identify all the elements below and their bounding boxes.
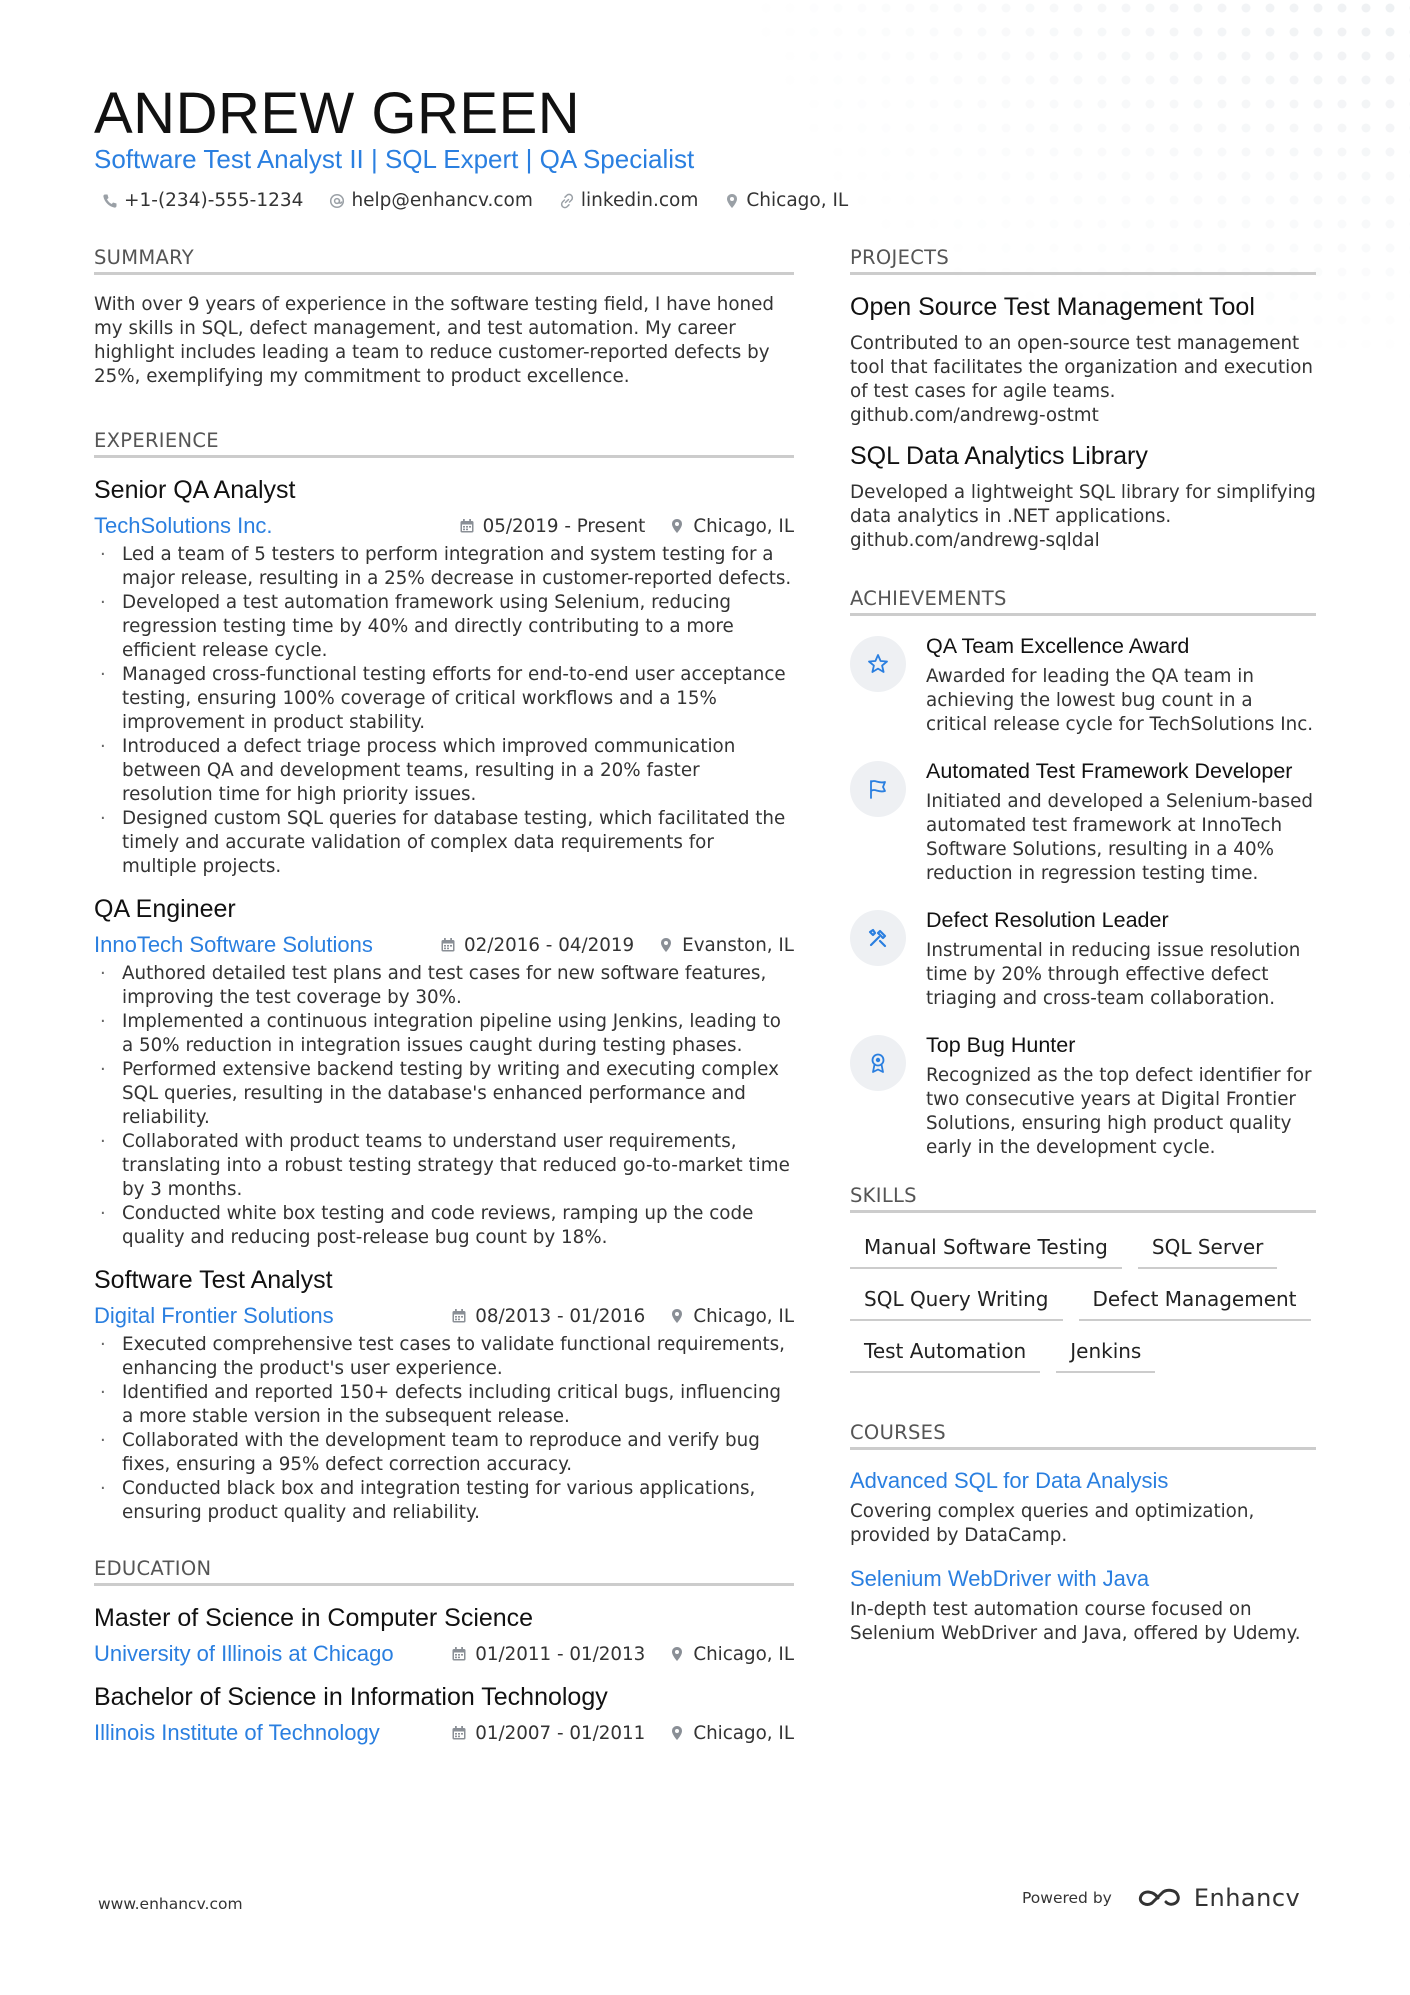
education-location-text: Chicago, IL — [693, 1643, 794, 1665]
education-location — [669, 1644, 794, 1665]
course-title[interactable]: Selenium WebDriver with Java — [850, 1566, 1150, 1591]
achievement-description: Instrumental in reducing issue resolution time by 20% through effective defect triaging and cross-team collaboration. — [926, 940, 1301, 1009]
courses-heading: COURSES — [850, 1421, 1316, 1450]
education-location — [669, 1723, 794, 1744]
company-name[interactable]: TechSolutions Inc. — [94, 513, 273, 538]
project-entry — [850, 442, 1316, 553]
calendar-icon — [451, 1725, 467, 1741]
footer-website[interactable]: www.enhancv.com — [98, 1895, 243, 1913]
achievement-body — [926, 1033, 1316, 1160]
calendar-icon — [451, 1308, 467, 1324]
course-entry — [850, 1566, 1316, 1646]
job-bullet: · Implemented a continuous integration pipeline using Jenkins, leading to a 50% reduction in integration issues caught during testing phases. — [94, 1010, 794, 1058]
achievement-icon-badge — [850, 761, 906, 817]
skill-tag: Manual Software Testing — [850, 1231, 1122, 1269]
job-bullet: · Managed cross-functional testing efforts for end-to-end user acceptance testing, ensuring 100% coverage of critical workflows and a 15% improvement in product stability. — [94, 663, 794, 735]
project-title: SQL Data Analytics Library — [850, 442, 1148, 470]
education-dates-text: 01/2007 - 01/2011 — [475, 1722, 646, 1744]
education-meta — [94, 1720, 794, 1746]
job-bullet: · Identified and reported 150+ defects including critical bugs, influencing a more stable version in the subsequent release. — [94, 1381, 794, 1429]
projects-list — [850, 293, 1316, 553]
achievement-title: Automated Test Framework Developer — [926, 759, 1293, 783]
job-bullet: · Introduced a defect triage process which improved communication between QA and development teams, resulting in a 20% faster resolution time for high priority issues. — [94, 735, 794, 807]
job-location-text: Chicago, IL — [693, 515, 794, 537]
job-meta-right — [459, 516, 794, 537]
project-link[interactable]: github.com/andrewg-ostmt — [850, 405, 1099, 426]
summary-heading: SUMMARY — [94, 246, 794, 275]
phone-text: +1-(234)-555-1234 — [124, 190, 304, 211]
job-location — [658, 935, 794, 956]
education-heading: EDUCATION — [94, 1557, 794, 1586]
contact-location — [724, 190, 848, 211]
experience-entry — [94, 895, 794, 1250]
skill-tag: Jenkins — [1056, 1335, 1155, 1373]
location-pin-icon — [669, 1725, 685, 1741]
contact-linkedin[interactable] — [559, 190, 698, 211]
job-meta-right — [451, 1306, 794, 1327]
at-icon — [329, 193, 345, 209]
job-title: QA Engineer — [94, 895, 236, 923]
job-bullet: · Developed a test automation framework using Selenium, reducing regression testing time by 40% and directly contributing to a more efficient release cycle. — [94, 591, 794, 663]
experience-entry — [94, 476, 794, 879]
achievement-entry — [850, 634, 1316, 737]
education-entry — [94, 1683, 794, 1746]
job-bullet: · Collaborated with the development team to reproduce and verify bug fixes, ensuring a 95% defect correction accuracy. — [94, 1429, 794, 1477]
powered-by-label: Powered by — [1022, 1889, 1112, 1907]
summary-section — [94, 246, 794, 389]
job-location-text: Evanston, IL — [682, 934, 794, 956]
skill-tag: Defect Management — [1079, 1283, 1311, 1321]
candidate-name: ANDREW GREEN — [94, 81, 581, 146]
job-bullet: · Conducted black box and integration testing for various applications, ensuring product quality and reliability. — [94, 1477, 794, 1525]
projects-section — [850, 246, 1316, 553]
job-dates — [451, 1306, 645, 1327]
location-pin-icon — [669, 518, 685, 534]
skill-tag: SQL Server — [1138, 1231, 1278, 1269]
job-meta — [94, 932, 794, 958]
project-description: Contributed to an open-source test management tool that facilitates the organization and execution of test cases for agile teams. — [850, 333, 1313, 402]
project-link[interactable]: github.com/andrewg-sqldal — [850, 530, 1100, 551]
education-dates — [451, 1644, 645, 1665]
course-description: In-depth test automation course focused on Selenium WebDriver and Java, offered by Udemy. — [850, 1599, 1301, 1644]
project-entry — [850, 293, 1316, 428]
job-bullets — [94, 962, 794, 1250]
skills-heading: SKILLS — [850, 1184, 1316, 1213]
star-icon — [866, 652, 890, 676]
education-meta-right — [451, 1723, 794, 1744]
skill-tag: Test Automation — [850, 1335, 1040, 1373]
enhancv-logo[interactable] — [1136, 1884, 1300, 1912]
link-icon — [559, 193, 575, 209]
left-column — [94, 246, 794, 1762]
project-description: Developed a lightweight SQL library for simplifying data analytics in .NET applications. — [850, 482, 1316, 527]
company-name[interactable]: Digital Frontier Solutions — [94, 1303, 334, 1328]
job-meta — [94, 1303, 794, 1329]
job-bullets — [94, 543, 794, 879]
location-pin-icon — [669, 1646, 685, 1662]
candidate-headline: Software Test Analyst II | SQL Expert | QA Specialist — [94, 144, 695, 174]
right-column — [850, 246, 1316, 1664]
achievement-description: Initiated and developed a Selenium-based automated test framework at InnoTech Software Solutions, resulting in a 40% reduction in regression testing time. — [926, 791, 1314, 884]
job-bullet: · Performed extensive backend testing by writing and executing complex SQL queries, resulting in the database's enhanced performance and reliability. — [94, 1058, 794, 1130]
course-title[interactable]: Advanced SQL for Data Analysis — [850, 1468, 1169, 1493]
education-section — [94, 1557, 794, 1746]
experience-section — [94, 429, 794, 1525]
achievement-body — [926, 759, 1316, 886]
job-bullet: · Executed comprehensive test cases to validate functional requirements, enhancing the product's user experience. — [94, 1333, 794, 1381]
job-location-text: Chicago, IL — [693, 1305, 794, 1327]
education-location-text: Chicago, IL — [693, 1722, 794, 1744]
education-meta-right — [451, 1644, 794, 1665]
course-description: Covering complex queries and optimization, provided by DataCamp. — [850, 1501, 1255, 1546]
location-pin-icon — [658, 937, 674, 953]
achievement-title: Defect Resolution Leader — [926, 908, 1169, 932]
job-bullet: · Designed custom SQL queries for database testing, which facilitated the timely and accurate validation of complex data requirements for multiple projects. — [94, 807, 794, 879]
achievements-section — [850, 587, 1316, 1160]
project-title: Open Source Test Management Tool — [850, 293, 1255, 321]
tools-icon — [866, 926, 890, 950]
education-dates — [451, 1723, 645, 1744]
job-location — [669, 1306, 794, 1327]
experience-list — [94, 476, 794, 1525]
experience-heading: EXPERIENCE — [94, 429, 794, 458]
experience-entry — [94, 1266, 794, 1525]
linkedin-text: linkedin.com — [580, 190, 699, 211]
contact-phone[interactable] — [102, 190, 303, 211]
enhancv-logo-icon — [1136, 1885, 1184, 1911]
education-entry — [94, 1604, 794, 1667]
school-name[interactable]: Illinois Institute of Technology — [94, 1720, 380, 1745]
achievement-title: Top Bug Hunter — [926, 1033, 1076, 1057]
skills-list — [850, 1231, 1316, 1373]
summary-text: With over 9 years of experience in the software testing field, I have honed my skills in SQL, defect management, and test automation. My career highlight includes leading a team to reduce customer-reported defects by 25%, exemplifying my commitment to product excellence. — [94, 294, 774, 387]
achievement-title: QA Team Excellence Award — [926, 634, 1190, 658]
job-title: Software Test Analyst — [94, 1266, 333, 1294]
courses-list — [850, 1468, 1316, 1646]
projects-heading: PROJECTS — [850, 246, 1316, 275]
achievement-entry — [850, 759, 1316, 886]
job-meta-right — [440, 935, 794, 956]
medal-icon — [866, 1051, 890, 1075]
location-text: Chicago, IL — [746, 190, 849, 211]
job-bullet: · Conducted white box testing and code reviews, ramping up the code quality and reducing post-release bug count by 18%. — [94, 1202, 794, 1250]
contact-email[interactable] — [329, 190, 532, 211]
job-title: Senior QA Analyst — [94, 476, 296, 504]
achievement-icon-badge — [850, 636, 906, 692]
job-bullet: · Collaborated with product teams to understand user requirements, translating into a robust testing strategy that reduced go-to-market time by 3 months. — [94, 1130, 794, 1202]
company-name[interactable]: InnoTech Software Solutions — [94, 932, 373, 957]
achievements-heading: ACHIEVEMENTS — [850, 587, 1316, 616]
degree-title: Master of Science in Computer Science — [94, 1604, 534, 1632]
education-list — [94, 1604, 794, 1746]
job-bullet: · Authored detailed test plans and test cases for new software features, improving the test coverage by 30%. — [94, 962, 794, 1010]
courses-section — [850, 1421, 1316, 1646]
job-dates — [440, 935, 634, 956]
job-bullets — [94, 1333, 794, 1525]
job-bullet: · Led a team of 5 testers to perform integration and system testing for a major release, resulting in a 25% decrease in customer-reported defects. — [94, 543, 794, 591]
contact-bar — [102, 190, 848, 211]
job-meta — [94, 513, 794, 539]
job-dates-text: 02/2016 - 04/2019 — [464, 934, 635, 956]
flag-icon — [866, 777, 890, 801]
calendar-icon — [451, 1646, 467, 1662]
school-name[interactable]: University of Illinois at Chicago — [94, 1641, 394, 1666]
achievement-body — [926, 908, 1316, 1011]
achievement-icon-badge — [850, 910, 906, 966]
calendar-icon — [440, 937, 456, 953]
achievement-body — [926, 634, 1316, 737]
job-dates-text: 08/2013 - 01/2016 — [475, 1305, 646, 1327]
location-pin-icon — [724, 193, 740, 209]
achievement-description: Recognized as the top defect identifier for two consecutive years at Digital Frontier Solutions, ensuring high product quality early in the development cycle. — [926, 1065, 1312, 1158]
course-entry — [850, 1468, 1316, 1548]
education-meta — [94, 1641, 794, 1667]
degree-title: Bachelor of Science in Information Technology — [94, 1683, 608, 1711]
job-dates — [459, 516, 646, 537]
education-dates-text: 01/2011 - 01/2013 — [475, 1643, 646, 1665]
enhancv-logo-text: Enhancv — [1193, 1884, 1301, 1912]
skill-tag: SQL Query Writing — [850, 1283, 1063, 1321]
achievement-icon-badge — [850, 1035, 906, 1091]
achievement-entry — [850, 1033, 1316, 1160]
achievements-list — [850, 634, 1316, 1160]
skills-section — [850, 1184, 1316, 1373]
job-dates-text: 05/2019 - Present — [482, 515, 646, 537]
achievement-description: Awarded for leading the QA team in achieving the lowest bug count in a critical release cycle for TechSolutions Inc. — [926, 666, 1314, 735]
calendar-icon — [459, 518, 475, 534]
location-pin-icon — [669, 1308, 685, 1324]
footer-branding — [1022, 1884, 1300, 1912]
phone-icon — [102, 193, 118, 209]
job-location — [669, 516, 794, 537]
achievement-entry — [850, 908, 1316, 1011]
email-text: help@enhancv.com — [351, 190, 533, 211]
